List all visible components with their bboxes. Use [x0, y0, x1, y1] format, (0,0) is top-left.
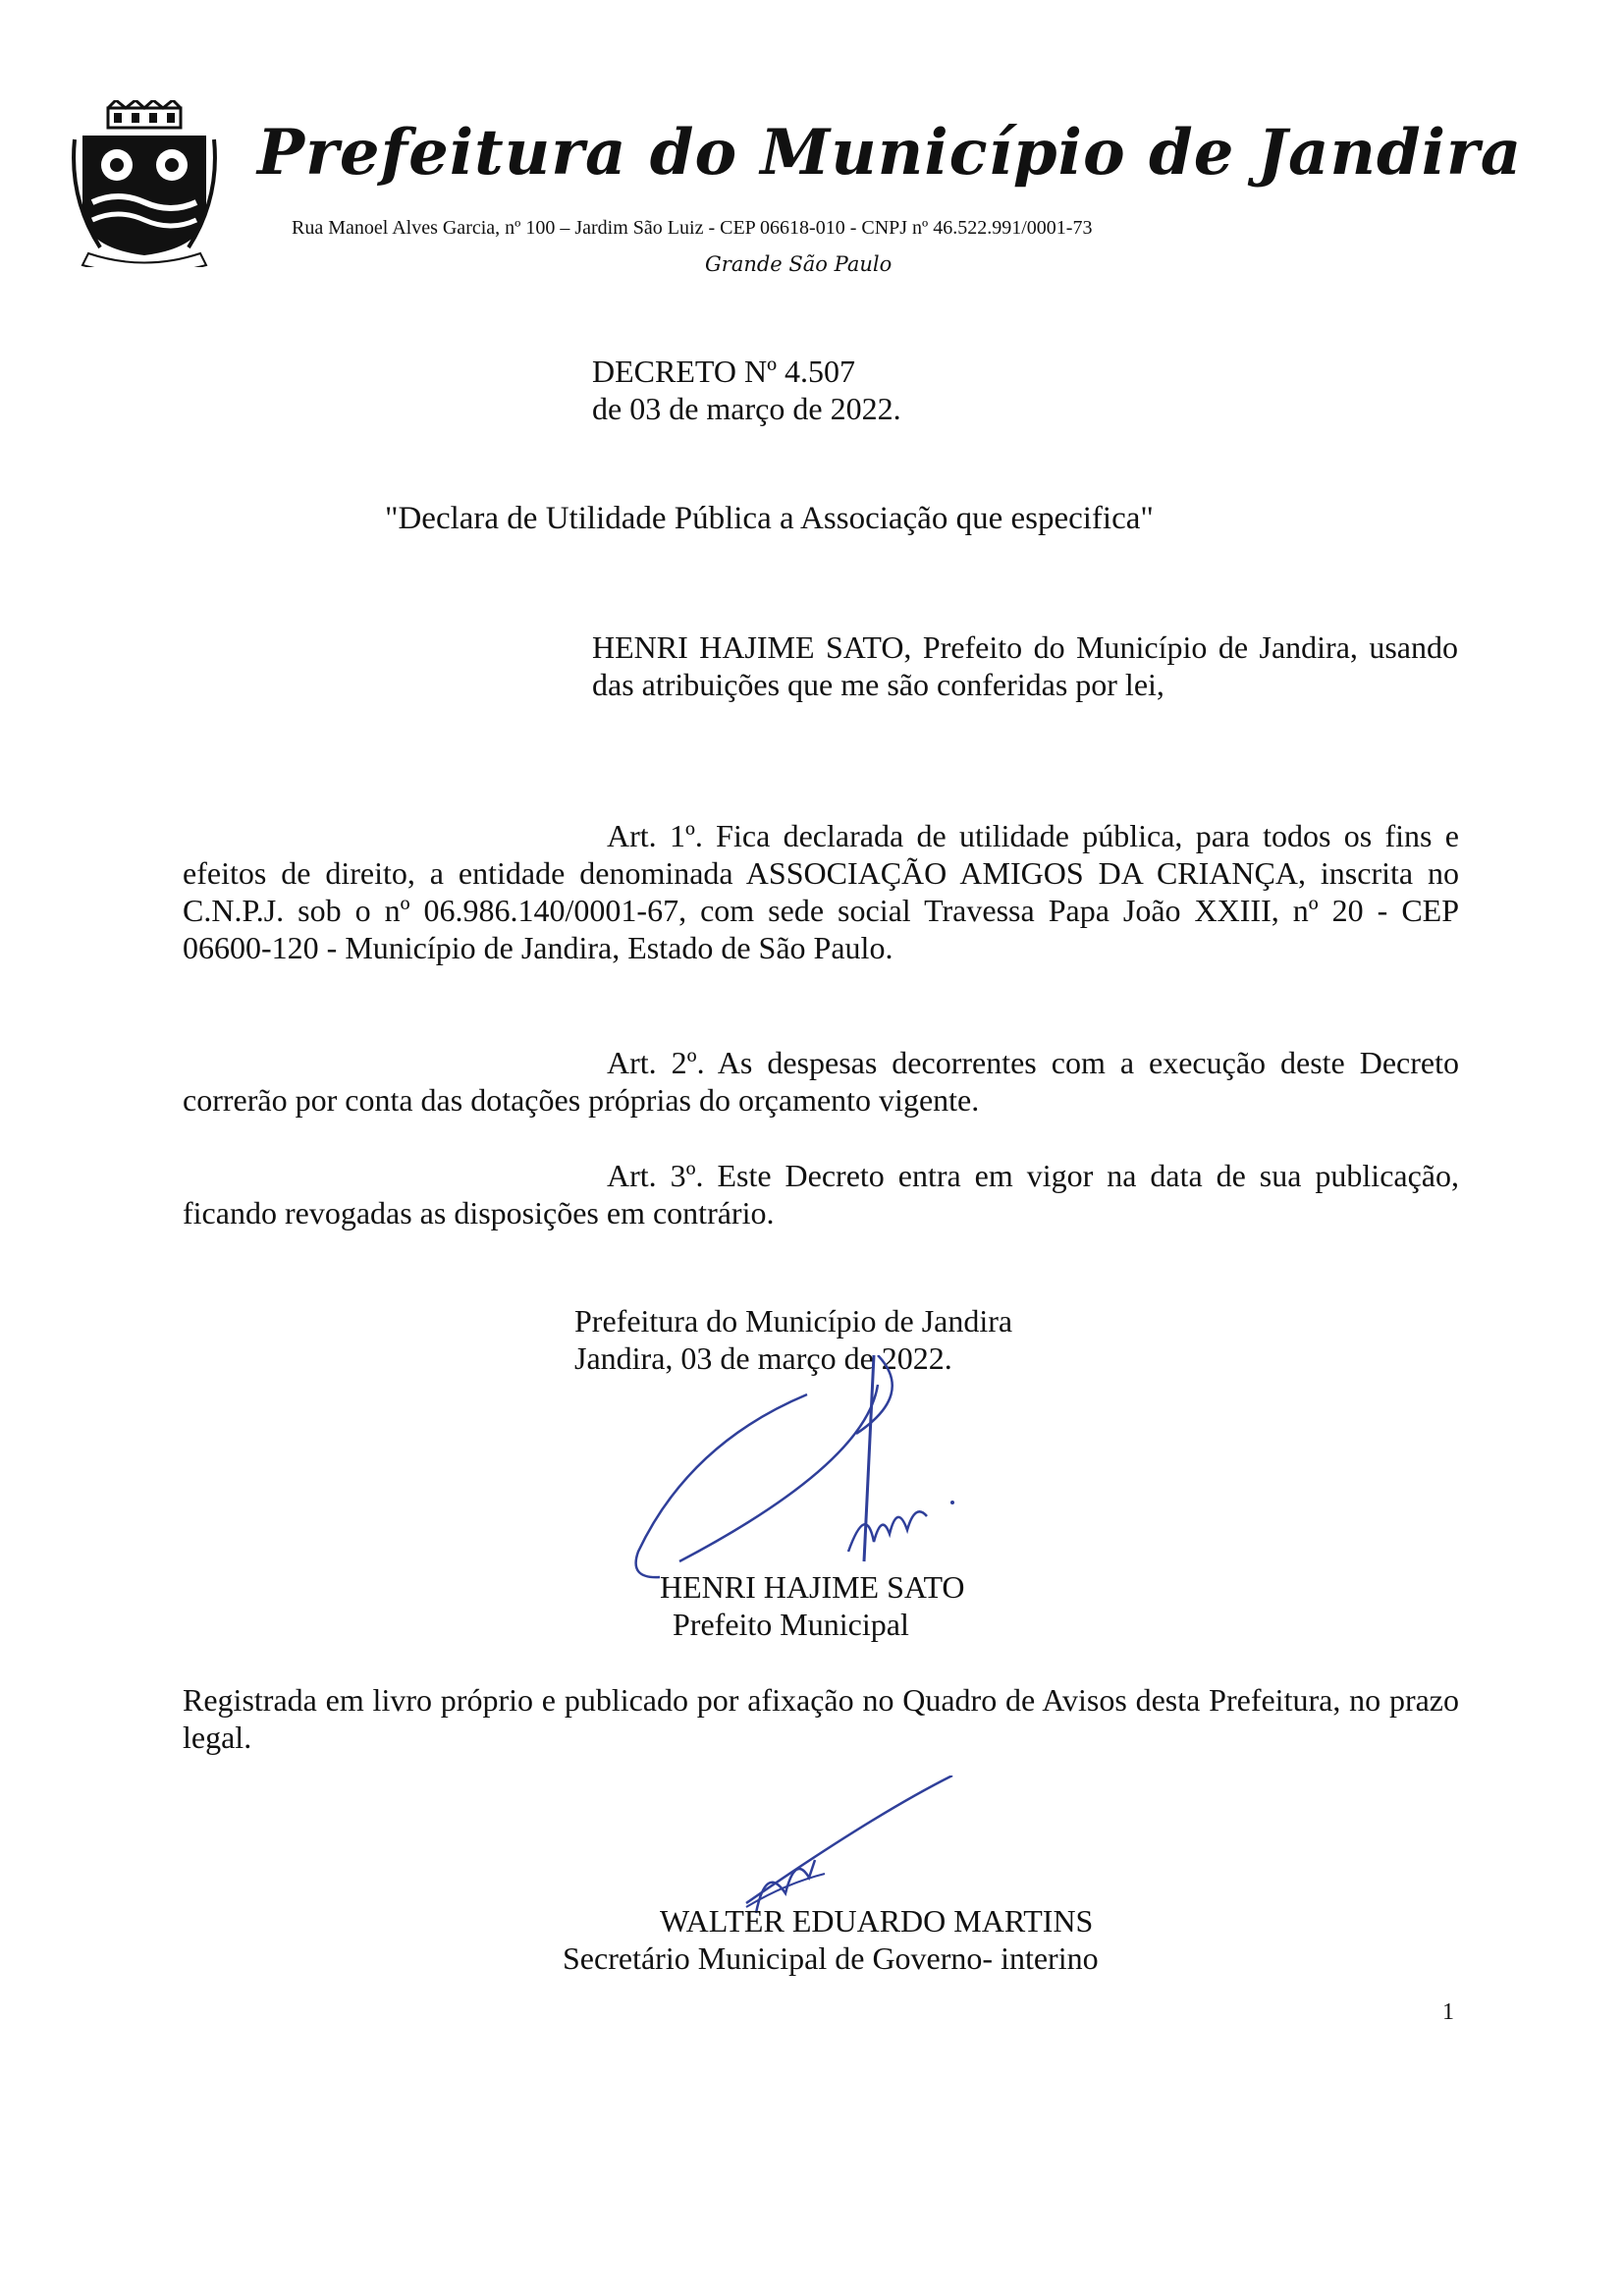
secretary-signature — [727, 1776, 972, 1923]
decree-date: de 03 de março de 2022. — [592, 391, 901, 426]
closing-place: Prefeitura do Município de Jandira — [574, 1303, 1013, 1339]
municipality-region: Grande São Paulo — [705, 252, 893, 276]
article-2: Art. 2º. As despesas decorrentes com a execução deste Decreto correrão por conta das dotações próprias do orçamento vigente. — [183, 1045, 1459, 1118]
mayor-name: HENRI HAJIME SATO — [660, 1569, 965, 1605]
registration-note: Registrada em livro próprio e publicado por afixação no Quadro de Avisos desta Prefeitura, no prazo legal. — [183, 1682, 1459, 1755]
mayor-role: Prefeito Municipal — [673, 1607, 909, 1642]
decree-preamble: HENRI HAJIME SATO, Prefeito do Município de Jandira, usando das atribuições que me são conferidas por lei, — [592, 629, 1458, 702]
secretary-name: WALTER EDUARDO MARTINS — [660, 1903, 1094, 1939]
secretary-role: Secretário Municipal de Governo- interino — [563, 1940, 1099, 1976]
article-1: Art. 1º. Fica declarada de utilidade pública, para todos os fins e efeitos de direito, a entidade denominada ASSOCIAÇÃO AMIGOS DA CRIANÇA, inscrita no C.N.P.J. sob o nº 06.986.140/0001-67, com sede social Travessa Papa João XXIII, nº 20 - CEP 06600-120 - Município de Jandira, Estado de São Paulo. — [183, 818, 1459, 965]
municipal-coat-of-arms-icon — [71, 100, 218, 267]
municipality-address: Rua Manoel Alves Garcia, nº 100 – Jardim São Luiz - CEP 06618-010 - CNPJ nº 46.522.991/0001-73 — [292, 217, 1093, 239]
closing-date: Jandira, 03 de março de 2022. — [574, 1340, 952, 1376]
decree-ementa: "Declara de Utilidade Pública a Associação que especifica" — [385, 501, 1154, 536]
page-number: 1 — [1442, 1999, 1454, 2025]
municipality-title: Prefeitura do Município de Jandira — [257, 116, 1523, 190]
decree-number: DECRETO Nº 4.507 — [592, 354, 855, 389]
article-3: Art. 3º. Este Decreto entra em vigor na data de sua publicação, ficando revogadas as disposições em contrário. — [183, 1158, 1459, 1230]
